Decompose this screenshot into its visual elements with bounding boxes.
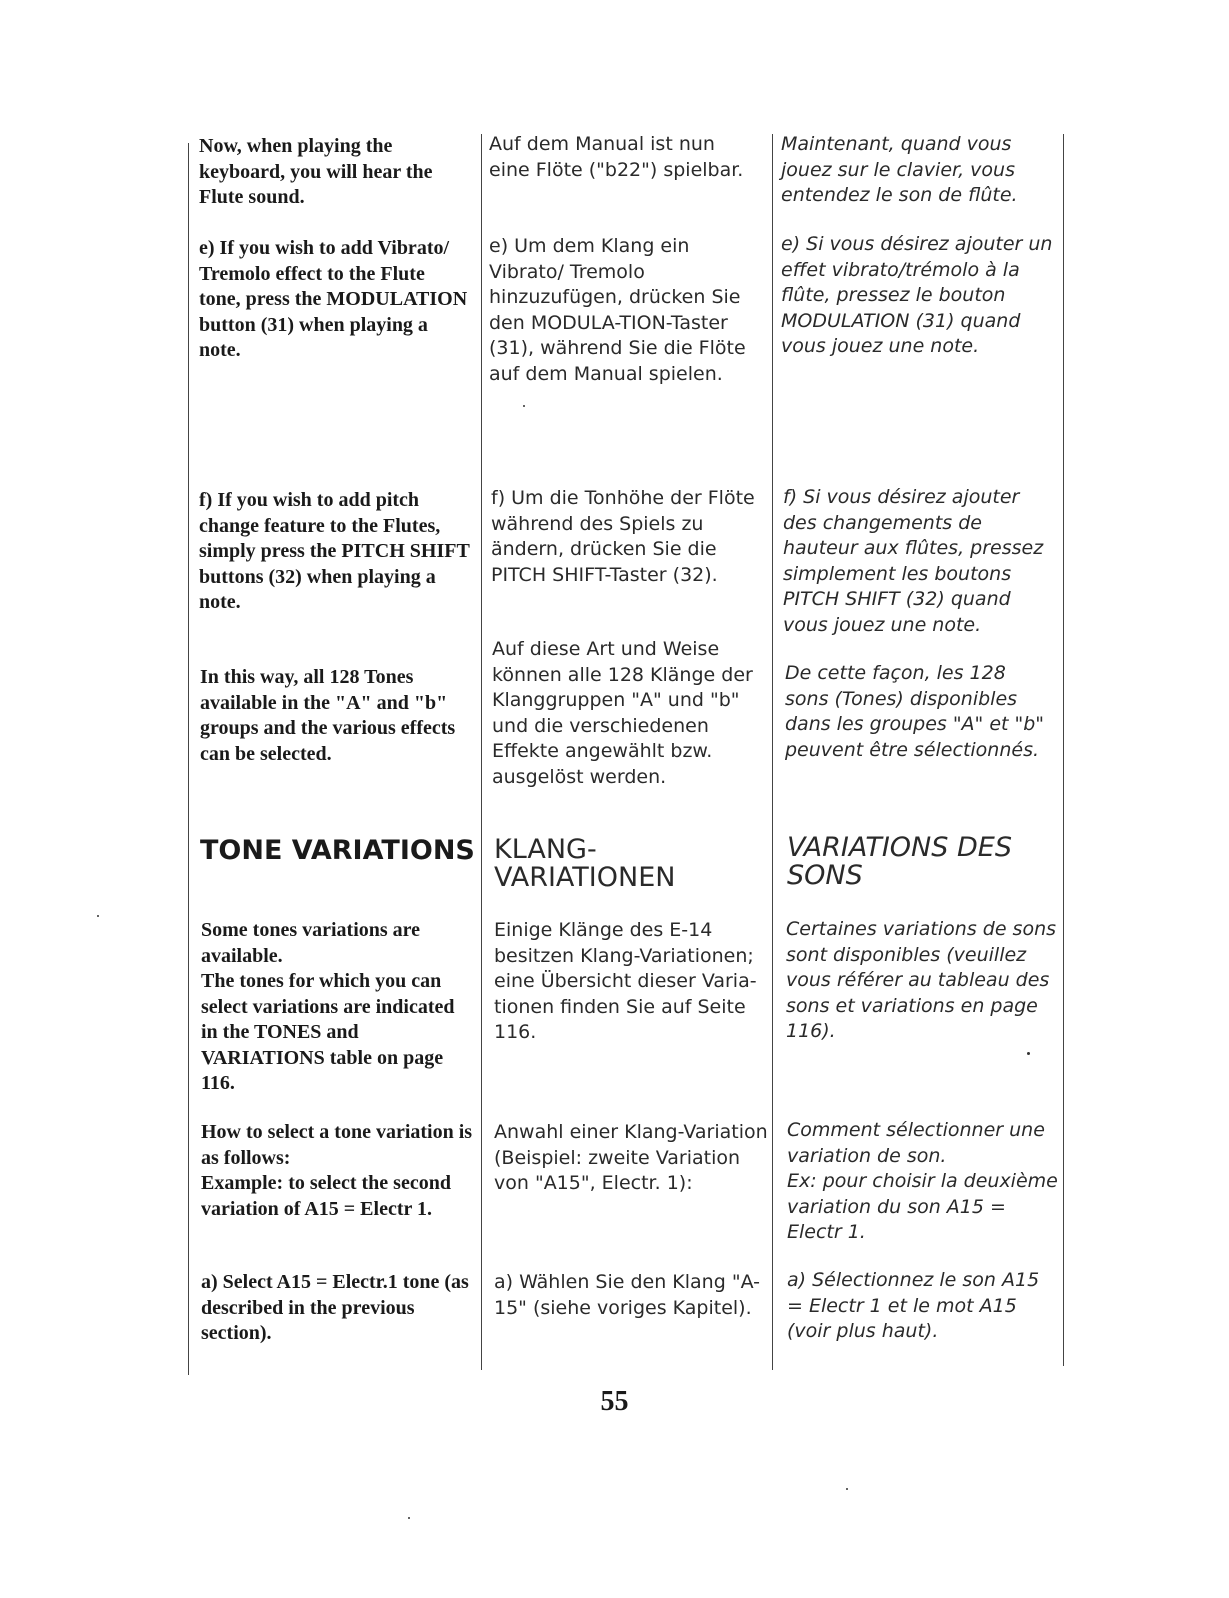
fr-paragraph-7: a) Sélectionnez le son A15 = Electr 1 et le mot A15 (voir plus haut). (787, 1269, 1040, 1342)
de-paragraph-6: Anwahl einer Klang-Variation (Beispiel: zweite Variation von "A15", Electr. 1): (494, 1121, 768, 1194)
en-heading: TONE VARIATIONS (200, 835, 475, 866)
de-paragraph-7: a) Wählen Sie den Klang "A-15" (siehe voriges Kapitel). (494, 1271, 760, 1319)
column-rule-left (188, 143, 189, 1375)
de-paragraph-3: f) Um die Tonhöhe der Flöte während des Spiels zu ändern, drücken Sie die PITCH SHIFT-Taster (32). (491, 487, 755, 586)
fr-paragraph-2: e) Si vous désirez ajouter un effet vibrato/trémolo à la flûte, pressez le bouton MODULATION (31) quand vous jouez une note. (781, 233, 1053, 357)
de-paragraph-1: Auf dem Manual ist nun eine Flöte ("b22") spielbar. (489, 133, 744, 181)
en-paragraph-3: f) If you wish to add pitch change feature to the Flutes, simply press the PITCH SHIFT buttons (32) when playing a note. (199, 489, 470, 613)
en-paragraph-5: Some tones variations are available. The tones for which you can select variations are indicated in the TONES and VARIATIONS table on page 116. (201, 919, 455, 1094)
en-paragraph-6: How to select a tone variation is as follows: Example: to select the second variation of A15 = Electr 1. (201, 1121, 473, 1220)
de-paragraph-2: e) Um dem Klang ein Vibrato/ Tremolo hinzuzufügen, drücken Sie den MODULA-TION-Taster (31), während Sie die Flöte auf dem Manual spielen. (489, 235, 746, 385)
fr-paragraph-1: Maintenant, quand vous jouez sur le clavier, vous entendez le son de flûte. (781, 133, 1018, 206)
column-rule-mid-1 (481, 134, 482, 1370)
de-paragraph-5: Einige Klänge des E-14 besitzen Klang-Variationen; eine Übersicht dieser Varia-tionen finden Sie auf Seite 116. (494, 919, 757, 1043)
fr-heading: VARIATIONS DES SONS (787, 832, 1012, 891)
page-number: 55 (600, 1386, 629, 1417)
en-paragraph-4: In this way, all 128 Tones available in the "A" and "b" groups and the various effects can be selected. (200, 666, 456, 765)
fr-paragraph-3: f) Si vous désirez ajouter des changements de hauteur aux flûtes, pressez simplement les boutons PITCH SHIFT (32) quand vous jouez une note. (783, 486, 1044, 636)
en-paragraph-1: Now, when playing the keyboard, you will hear the Flute sound. (199, 135, 433, 208)
scan-speck (846, 1488, 848, 1490)
fr-paragraph-6: Comment sélectionner une variation de son. Ex: pour choisir la deuxième variation du son A15 = Electr 1. (787, 1119, 1058, 1243)
de-paragraph-4: Auf diese Art und Weise können alle 128 Klänge der Klanggruppen "A" und "b" und die verschiedenen Effekte angewählt bzw. ausgelöst werden. (492, 638, 753, 788)
scan-speck (97, 915, 99, 917)
scan-speck (408, 1517, 410, 1519)
scan-speck (523, 405, 525, 407)
fr-paragraph-5: Certaines variations de sons sont disponibles (veuillez vous référer au tableau des sons et variations en page 116). (786, 918, 1057, 1042)
en-paragraph-7: a) Select A15 = Electr.1 tone (as described in the previous section). (201, 1271, 469, 1344)
de-heading: KLANG- VARIATIONEN (494, 834, 676, 893)
scan-speck (1027, 1052, 1030, 1055)
column-rule-right (1063, 134, 1064, 1366)
fr-paragraph-4: De cette façon, les 128 sons (Tones) disponibles dans les groupes "A" et "b" peuvent être sélectionnés. (785, 662, 1045, 761)
column-rule-mid-2 (772, 134, 773, 1370)
en-paragraph-2: e) If you wish to add Vibrato/ Tremolo effect to the Flute tone, press the MODULATION button (31) when playing a note. (199, 237, 468, 361)
